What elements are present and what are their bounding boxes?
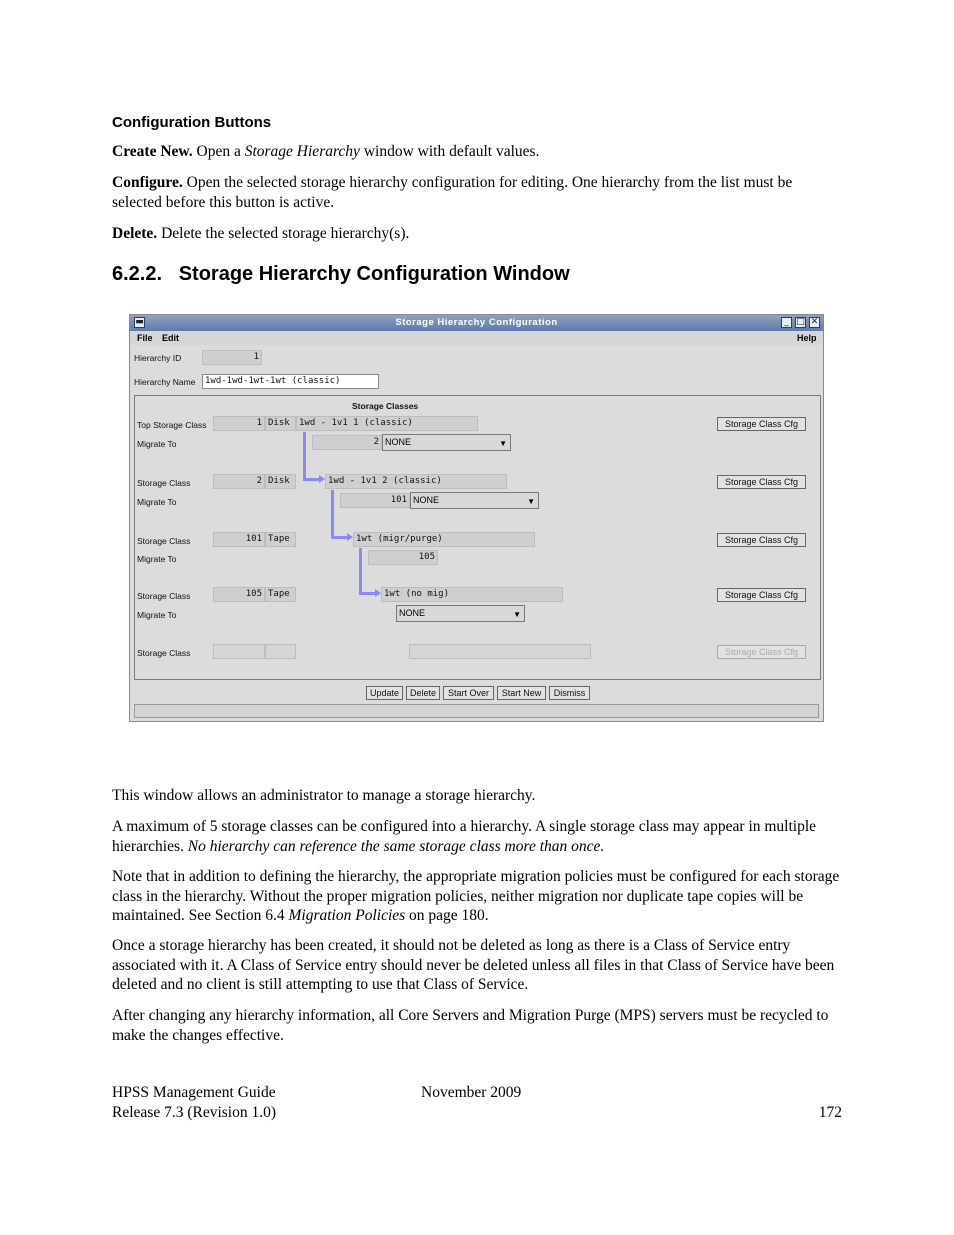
dismiss-button[interactable]: Dismiss <box>549 686 590 700</box>
storage-hierarchy-window <box>129 314 824 722</box>
row3-id: 101 <box>213 532 265 547</box>
paragraph-2-italic: No hierarchy can reference the same storage class more than once. <box>187 837 605 855</box>
menu-edit[interactable]: Edit <box>162 333 179 343</box>
create-new-text-pre: Open a <box>192 143 245 160</box>
row2-name: 1wd - 1v1 2 (classic) <box>325 474 507 489</box>
connector-1-vertical <box>303 432 306 480</box>
row4-label: Storage Class <box>137 591 191 601</box>
window-titlebar[interactable] <box>130 315 823 331</box>
paragraph-3 <box>112 867 842 926</box>
row1-media: Disk <box>265 416 296 431</box>
configure-description <box>112 173 842 212</box>
row5-name <box>409 644 591 659</box>
chevron-down-icon: ▼ <box>499 439 507 448</box>
update-button[interactable]: Update <box>366 686 403 700</box>
row1-name: 1wd - 1v1 1 (classic) <box>296 416 478 431</box>
paragraph-2 <box>112 817 842 856</box>
delete-description <box>112 224 842 244</box>
paragraph-3-text: Note that in addition to defining the hierarchy, the appropriate migration policies must be configured for each storage class in the hierarchy. Without the proper migration policies, neither migration nor duplicate tape copies will be maintained. See Section 6.4 <box>112 868 840 924</box>
row2-migrate-policy-value: NONE <box>413 495 440 505</box>
paragraph-4: Once a storage hierarchy has been created, it should not be deleted as long as there is a Class of Service entry associated with it. A Class of Service entry should never be deleted unless all files in that Class of Service have been deleted and no client is still attempting to use that Class of Service. <box>112 937 835 993</box>
section-heading: Configuration Buttons <box>112 114 272 131</box>
storage-hierarchy-ref: Storage Hierarchy <box>244 143 360 160</box>
connector-3-horizontal <box>359 592 375 595</box>
term-create-new: Create New. <box>112 143 193 160</box>
hierarchy-id-field: 1 <box>202 350 262 365</box>
row1-label: Top Storage Class <box>137 420 207 430</box>
chevron-down-icon: ▼ <box>513 610 521 619</box>
row2-label: Storage Class <box>137 478 191 488</box>
row3-storage-class-cfg-button[interactable]: Storage Class Cfg <box>717 533 806 547</box>
term-delete: Delete. <box>112 225 158 242</box>
create-new-description <box>112 142 842 162</box>
storage-classes-title: Storage Classes <box>352 401 419 411</box>
row2-storage-class-cfg-button[interactable]: Storage Class Cfg <box>717 475 806 489</box>
row4-name: 1wt (no mig) <box>381 587 563 602</box>
row3-migrate-id: 105 <box>368 550 438 565</box>
row3-name: 1wt (migr/purge) <box>353 532 535 547</box>
subsection-title: 6.2.2. Storage Hierarchy Configuration Window <box>112 263 570 285</box>
row3-migrate-label: Migrate To <box>137 554 177 564</box>
configure-text: Open the selected storage hierarchy configuration for editing. One hierarchy from the list must be selected before this button is active. <box>112 174 793 211</box>
paragraph-1: This window allows an administrator to manage a storage hierarchy. <box>112 787 536 804</box>
row1-migrate-policy-value: NONE <box>385 437 412 447</box>
row3-media: Tape <box>265 532 296 547</box>
row4-storage-class-cfg-button[interactable]: Storage Class Cfg <box>717 588 806 602</box>
row1-migrate-id: 2 <box>312 435 382 450</box>
start-new-button[interactable]: Start New <box>497 686 546 700</box>
row4-media: Tape <box>265 587 296 602</box>
row4-id: 105 <box>213 587 265 602</box>
page-number: 172 <box>818 1104 842 1121</box>
row2-migrate-label: Migrate To <box>137 497 177 507</box>
row1-storage-class-cfg-button[interactable]: Storage Class Cfg <box>717 417 806 431</box>
row1-id: 1 <box>213 416 265 431</box>
row3-label: Storage Class <box>137 536 191 546</box>
create-new-text-post: window with default values. <box>359 143 540 160</box>
hierarchy-name-input[interactable]: 1wd-1wd-1wt-1wt (classic) <box>202 374 379 389</box>
paragraph-5: After changing any hierarchy information, all Core Servers and Migration Purge (MPS) servers must be recycled to make the changes effective. <box>112 1007 829 1044</box>
row2-id: 2 <box>213 474 265 489</box>
hierarchy-id-label: Hierarchy ID <box>134 353 182 363</box>
paragraph-2-text: A maximum of 5 storage classes can be configured into a hierarchy. A single storage class may appear in multiple hierarchies. <box>112 818 817 855</box>
row5-media <box>265 644 296 659</box>
storage-classes-group <box>134 395 821 680</box>
hierarchy-name-label: Hierarchy Name <box>134 377 196 387</box>
maximize-icon[interactable]: □ <box>796 317 805 327</box>
window-menu-icon[interactable]: ▬ <box>135 317 144 327</box>
delete-button[interactable]: Delete <box>406 686 440 700</box>
menu-help[interactable]: Help <box>797 333 817 343</box>
connector-2-vertical <box>331 490 334 538</box>
connector-1-horizontal <box>303 478 319 481</box>
row2-migrate-id: 101 <box>340 493 410 508</box>
migration-policies-ref: Migration Policies <box>288 907 406 924</box>
delete-text: Delete the selected storage hierarchy(s). <box>157 225 410 242</box>
row4-migrate-label: Migrate To <box>137 610 177 620</box>
row4-migrate-policy-value: NONE <box>399 608 426 618</box>
row5-label: Storage Class <box>137 648 191 658</box>
row5-id <box>213 644 265 659</box>
footer-release: Release 7.3 (Revision 1.0) <box>112 1104 277 1121</box>
row5-storage-class-cfg-button: Storage Class Cfg <box>717 645 806 659</box>
menu-file[interactable]: File <box>137 333 153 343</box>
row2-media: Disk <box>265 474 296 489</box>
footer-guide: HPSS Management Guide <box>112 1084 276 1101</box>
paragraph-3-text-post: on page 180. <box>405 907 489 924</box>
connector-3-vertical <box>359 548 362 594</box>
status-bar <box>134 704 819 718</box>
close-icon[interactable]: ✕ <box>810 317 819 327</box>
menubar <box>130 331 823 345</box>
window-title: Storage Hierarchy Configuration <box>395 317 558 328</box>
chevron-down-icon: ▼ <box>527 497 535 506</box>
start-over-button[interactable]: Start Over <box>443 686 494 700</box>
footer-date: November 2009 <box>421 1084 522 1101</box>
term-configure: Configure. <box>112 174 183 191</box>
row2-migrate-policy-select[interactable] <box>410 492 539 509</box>
row1-migrate-label: Migrate To <box>137 439 177 449</box>
row1-migrate-policy-select[interactable] <box>382 434 511 451</box>
row4-migrate-policy-select[interactable] <box>396 605 525 622</box>
connector-2-horizontal <box>331 536 347 539</box>
minimize-icon[interactable]: _ <box>781 317 792 328</box>
